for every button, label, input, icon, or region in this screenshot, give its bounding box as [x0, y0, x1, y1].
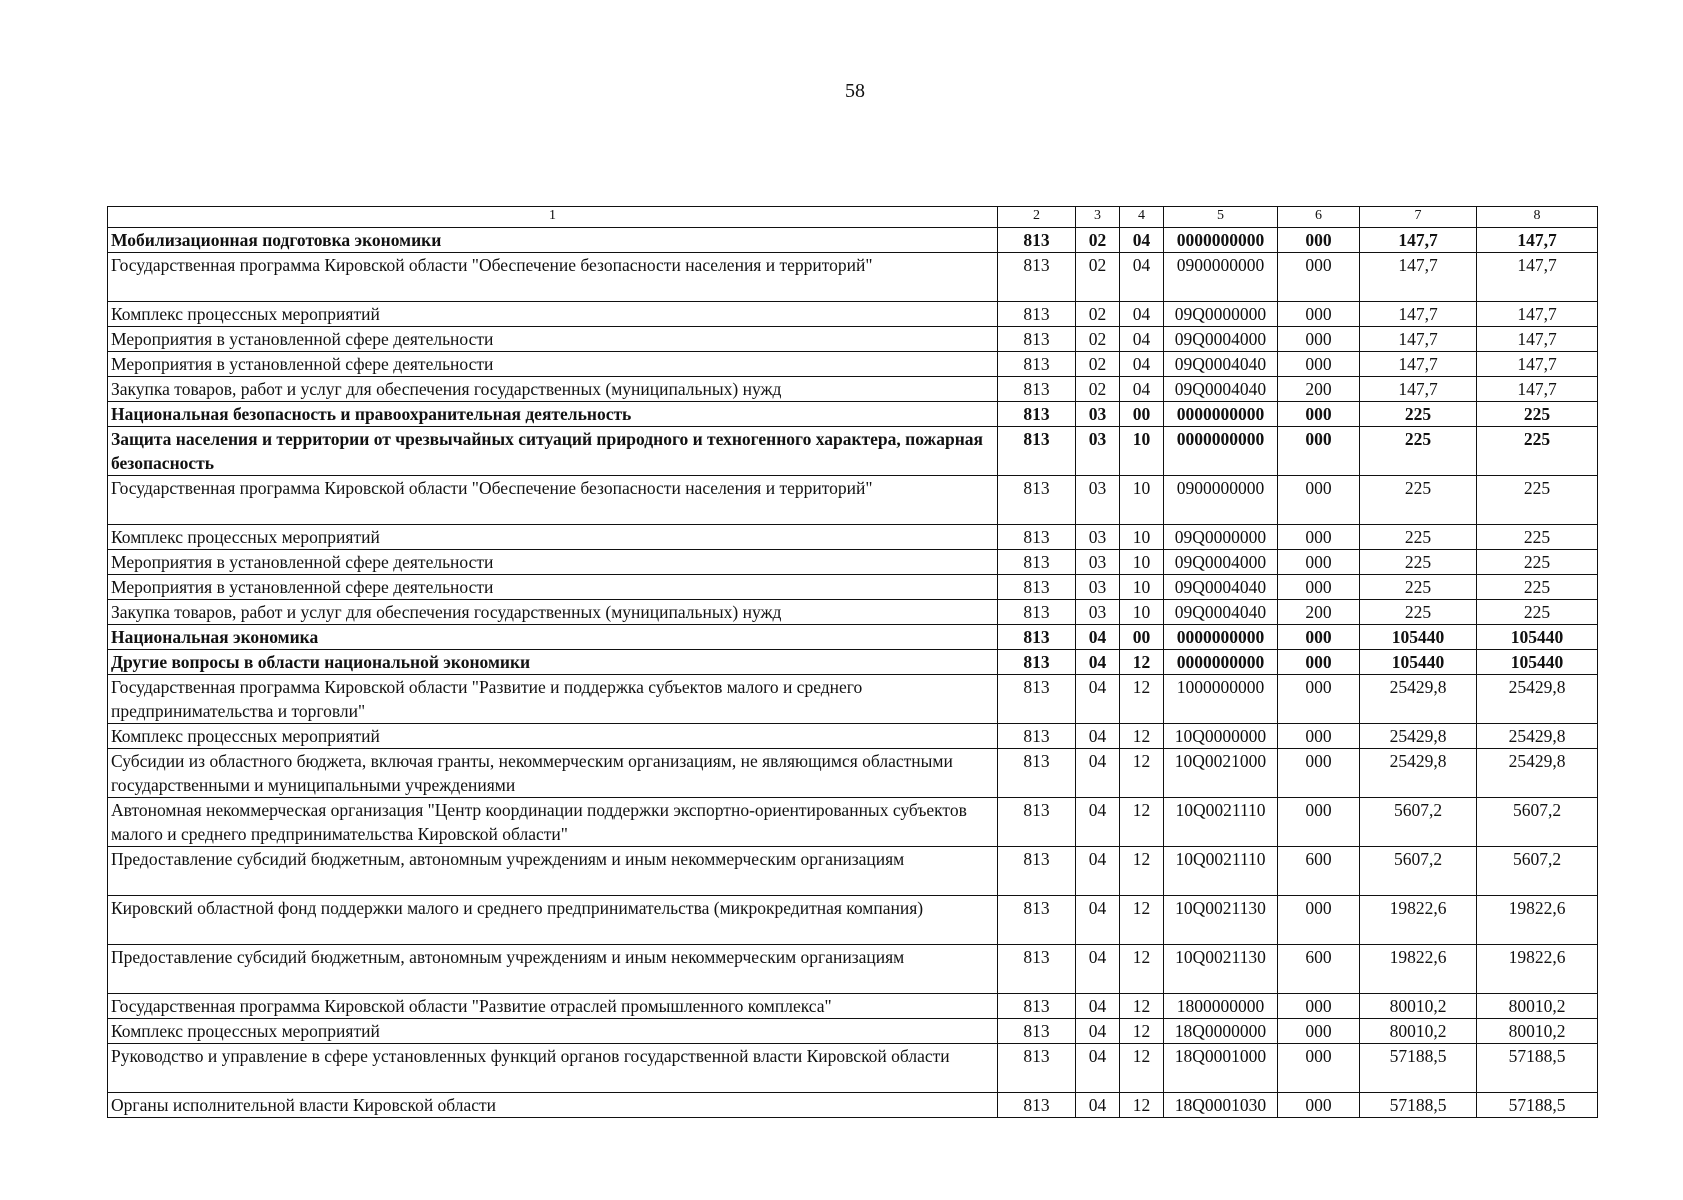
row-expense-type-cell: 600 — [1278, 847, 1360, 896]
row-admin-code-cell: 813 — [998, 253, 1076, 302]
row-section-cell: 02 — [1076, 352, 1120, 377]
table-row — [108, 847, 1598, 896]
row-name-cell: Мероприятия в установленной сфере деятельности — [108, 550, 998, 575]
row-expense-type-cell: 000 — [1278, 994, 1360, 1019]
row-target-article-cell: 18Q0000000 — [1164, 1019, 1278, 1044]
row-section-cell: 03 — [1076, 402, 1120, 427]
row-expense-type-cell: 000 — [1278, 228, 1360, 253]
row-target-article-cell: 1800000000 — [1164, 994, 1278, 1019]
row-section-cell: 04 — [1076, 650, 1120, 675]
header-cell: 5 — [1164, 207, 1278, 228]
table-row — [108, 724, 1598, 749]
row-section-cell: 03 — [1076, 525, 1120, 550]
row-amount-cell: 105440 — [1360, 625, 1477, 650]
table-row — [108, 896, 1598, 945]
row-section-cell: 04 — [1076, 798, 1120, 847]
row-admin-code-cell: 813 — [998, 427, 1076, 476]
row-amount-cell: 225 — [1360, 600, 1477, 625]
table-header-row — [108, 207, 1598, 228]
row-amount-cell: 80010,2 — [1360, 1019, 1477, 1044]
row-name-cell: Предоставление субсидий бюджетным, автономным учреждениям и иным некоммерческим организациям — [108, 847, 998, 896]
row-expense-type-cell: 000 — [1278, 427, 1360, 476]
row-amount-cell: 80010,2 — [1477, 994, 1598, 1019]
row-subsection-cell: 12 — [1120, 675, 1164, 724]
row-expense-type-cell: 000 — [1278, 675, 1360, 724]
row-amount-cell: 147,7 — [1477, 228, 1598, 253]
row-expense-type-cell: 000 — [1278, 724, 1360, 749]
row-amount-cell: 147,7 — [1360, 228, 1477, 253]
header-cell: 6 — [1278, 207, 1360, 228]
row-admin-code-cell: 813 — [998, 625, 1076, 650]
table-row — [108, 302, 1598, 327]
row-target-article-cell: 09Q0004000 — [1164, 550, 1278, 575]
row-name-cell: Мероприятия в установленной сфере деятельности — [108, 575, 998, 600]
row-name-cell: Государственная программа Кировской области "Развитие отраслей промышленного комплекса" — [108, 994, 998, 1019]
row-subsection-cell: 04 — [1120, 352, 1164, 377]
row-subsection-cell: 04 — [1120, 302, 1164, 327]
row-admin-code-cell: 813 — [998, 402, 1076, 427]
table-row — [108, 625, 1598, 650]
row-expense-type-cell: 000 — [1278, 1093, 1360, 1118]
row-section-cell: 04 — [1076, 1019, 1120, 1044]
row-subsection-cell: 10 — [1120, 575, 1164, 600]
row-subsection-cell: 10 — [1120, 600, 1164, 625]
table-row — [108, 749, 1598, 798]
row-section-cell: 04 — [1076, 994, 1120, 1019]
row-target-article-cell: 18Q0001030 — [1164, 1093, 1278, 1118]
header-cell: 2 — [998, 207, 1076, 228]
row-amount-cell: 80010,2 — [1477, 1019, 1598, 1044]
row-subsection-cell: 04 — [1120, 228, 1164, 253]
table-row — [108, 476, 1598, 525]
row-admin-code-cell: 813 — [998, 525, 1076, 550]
row-admin-code-cell: 813 — [998, 675, 1076, 724]
row-target-article-cell: 10Q0021110 — [1164, 847, 1278, 896]
table-row — [108, 352, 1598, 377]
row-section-cell: 04 — [1076, 749, 1120, 798]
row-admin-code-cell: 813 — [998, 302, 1076, 327]
row-section-cell: 04 — [1076, 1044, 1120, 1093]
row-name-cell: Мобилизационная подготовка экономики — [108, 228, 998, 253]
row-amount-cell: 225 — [1477, 402, 1598, 427]
row-admin-code-cell: 813 — [998, 352, 1076, 377]
row-target-article-cell: 0900000000 — [1164, 253, 1278, 302]
table-row — [108, 650, 1598, 675]
row-amount-cell: 147,7 — [1360, 352, 1477, 377]
table-row — [108, 1093, 1598, 1118]
row-expense-type-cell: 200 — [1278, 377, 1360, 402]
row-admin-code-cell: 813 — [998, 798, 1076, 847]
row-amount-cell: 147,7 — [1360, 253, 1477, 302]
row-admin-code-cell: 813 — [998, 1019, 1076, 1044]
row-subsection-cell: 12 — [1120, 994, 1164, 1019]
row-subsection-cell: 10 — [1120, 525, 1164, 550]
row-amount-cell: 25429,8 — [1477, 749, 1598, 798]
row-admin-code-cell: 813 — [998, 327, 1076, 352]
row-target-article-cell: 10Q0000000 — [1164, 724, 1278, 749]
row-target-article-cell: 10Q0021130 — [1164, 896, 1278, 945]
row-admin-code-cell: 813 — [998, 724, 1076, 749]
row-amount-cell: 25429,8 — [1360, 675, 1477, 724]
row-amount-cell: 105440 — [1360, 650, 1477, 675]
table-row — [108, 402, 1598, 427]
row-admin-code-cell: 813 — [998, 228, 1076, 253]
row-amount-cell: 5607,2 — [1477, 798, 1598, 847]
row-subsection-cell: 10 — [1120, 476, 1164, 525]
row-amount-cell: 57188,5 — [1477, 1093, 1598, 1118]
row-target-article-cell: 10Q0021000 — [1164, 749, 1278, 798]
row-expense-type-cell: 000 — [1278, 550, 1360, 575]
row-amount-cell: 19822,6 — [1360, 945, 1477, 994]
row-section-cell: 03 — [1076, 427, 1120, 476]
row-section-cell: 02 — [1076, 228, 1120, 253]
row-amount-cell: 57188,5 — [1360, 1093, 1477, 1118]
row-amount-cell: 225 — [1477, 575, 1598, 600]
row-name-cell: Другие вопросы в области национальной экономики — [108, 650, 998, 675]
table-row — [108, 377, 1598, 402]
row-target-article-cell: 1000000000 — [1164, 675, 1278, 724]
row-subsection-cell: 04 — [1120, 377, 1164, 402]
row-expense-type-cell: 000 — [1278, 1044, 1360, 1093]
row-amount-cell: 25429,8 — [1360, 724, 1477, 749]
table-row — [108, 600, 1598, 625]
row-section-cell: 03 — [1076, 476, 1120, 525]
row-amount-cell: 225 — [1360, 550, 1477, 575]
row-section-cell: 04 — [1076, 1093, 1120, 1118]
row-subsection-cell: 12 — [1120, 724, 1164, 749]
row-amount-cell: 19822,6 — [1360, 896, 1477, 945]
row-amount-cell: 225 — [1360, 575, 1477, 600]
row-target-article-cell: 0000000000 — [1164, 402, 1278, 427]
row-expense-type-cell: 000 — [1278, 650, 1360, 675]
header-cell: 3 — [1076, 207, 1120, 228]
row-amount-cell: 25429,8 — [1477, 724, 1598, 749]
row-amount-cell: 5607,2 — [1360, 798, 1477, 847]
row-section-cell: 04 — [1076, 625, 1120, 650]
row-expense-type-cell: 000 — [1278, 749, 1360, 798]
row-amount-cell: 105440 — [1477, 650, 1598, 675]
row-name-cell: Защита населения и территории от чрезвычайных ситуаций природного и техногенного характера, пожарная безопасность — [108, 427, 998, 476]
row-section-cell: 03 — [1076, 550, 1120, 575]
row-amount-cell: 19822,6 — [1477, 945, 1598, 994]
row-admin-code-cell: 813 — [998, 650, 1076, 675]
table-body — [108, 207, 1598, 1118]
row-expense-type-cell: 000 — [1278, 327, 1360, 352]
row-admin-code-cell: 813 — [998, 476, 1076, 525]
row-expense-type-cell: 000 — [1278, 402, 1360, 427]
row-admin-code-cell: 813 — [998, 550, 1076, 575]
row-expense-type-cell: 000 — [1278, 352, 1360, 377]
row-subsection-cell: 12 — [1120, 798, 1164, 847]
row-amount-cell: 225 — [1477, 525, 1598, 550]
budget-table — [107, 206, 1598, 1118]
row-name-cell: Национальная экономика — [108, 625, 998, 650]
row-section-cell: 04 — [1076, 724, 1120, 749]
row-target-article-cell: 09Q0000000 — [1164, 525, 1278, 550]
header-cell: 8 — [1477, 207, 1598, 228]
row-target-article-cell: 10Q0021110 — [1164, 798, 1278, 847]
row-expense-type-cell: 000 — [1278, 625, 1360, 650]
row-name-cell: Государственная программа Кировской области "Развитие и поддержка субъектов малого и среднего предпринимательства и торговли" — [108, 675, 998, 724]
row-subsection-cell: 04 — [1120, 253, 1164, 302]
row-name-cell: Автономная некоммерческая организация "Центр координации поддержки экспортно-ориентированных субъектов малого и среднего предпринимательства Кировской области" — [108, 798, 998, 847]
row-amount-cell: 19822,6 — [1477, 896, 1598, 945]
row-amount-cell: 225 — [1360, 402, 1477, 427]
header-cell: 7 — [1360, 207, 1477, 228]
row-subsection-cell: 10 — [1120, 550, 1164, 575]
row-amount-cell: 225 — [1477, 476, 1598, 525]
row-amount-cell: 80010,2 — [1360, 994, 1477, 1019]
row-expense-type-cell: 600 — [1278, 945, 1360, 994]
row-amount-cell: 147,7 — [1360, 377, 1477, 402]
row-admin-code-cell: 813 — [998, 994, 1076, 1019]
row-amount-cell: 105440 — [1477, 625, 1598, 650]
row-name-cell: Комплекс процессных мероприятий — [108, 525, 998, 550]
row-target-article-cell: 0000000000 — [1164, 228, 1278, 253]
row-name-cell: Государственная программа Кировской области "Обеспечение безопасности населения и территорий" — [108, 253, 998, 302]
row-subsection-cell: 12 — [1120, 1044, 1164, 1093]
row-amount-cell: 147,7 — [1477, 302, 1598, 327]
row-amount-cell: 225 — [1477, 427, 1598, 476]
row-section-cell: 02 — [1076, 302, 1120, 327]
row-subsection-cell: 12 — [1120, 896, 1164, 945]
row-amount-cell: 57188,5 — [1360, 1044, 1477, 1093]
row-expense-type-cell: 000 — [1278, 476, 1360, 525]
row-target-article-cell: 0900000000 — [1164, 476, 1278, 525]
row-target-article-cell: 09Q0004040 — [1164, 377, 1278, 402]
row-amount-cell: 225 — [1360, 427, 1477, 476]
row-section-cell: 02 — [1076, 253, 1120, 302]
row-section-cell: 03 — [1076, 575, 1120, 600]
row-admin-code-cell: 813 — [998, 1093, 1076, 1118]
row-admin-code-cell: 813 — [998, 749, 1076, 798]
table-row — [108, 575, 1598, 600]
row-target-article-cell: 10Q0021130 — [1164, 945, 1278, 994]
row-section-cell: 04 — [1076, 945, 1120, 994]
row-amount-cell: 225 — [1360, 525, 1477, 550]
row-amount-cell: 147,7 — [1360, 327, 1477, 352]
row-amount-cell: 147,7 — [1477, 253, 1598, 302]
row-amount-cell: 225 — [1477, 600, 1598, 625]
table-row — [108, 327, 1598, 352]
row-name-cell: Комплекс процессных мероприятий — [108, 1019, 998, 1044]
row-target-article-cell: 09Q0004000 — [1164, 327, 1278, 352]
row-target-article-cell: 09Q0004040 — [1164, 352, 1278, 377]
row-expense-type-cell: 000 — [1278, 253, 1360, 302]
row-subsection-cell: 04 — [1120, 327, 1164, 352]
row-admin-code-cell: 813 — [998, 1044, 1076, 1093]
row-name-cell: Национальная безопасность и правоохранительная деятельность — [108, 402, 998, 427]
row-target-article-cell: 09Q0000000 — [1164, 302, 1278, 327]
row-name-cell: Мероприятия в установленной сфере деятельности — [108, 327, 998, 352]
row-subsection-cell: 00 — [1120, 402, 1164, 427]
row-target-article-cell: 09Q0004040 — [1164, 600, 1278, 625]
row-section-cell: 03 — [1076, 600, 1120, 625]
row-amount-cell: 147,7 — [1477, 327, 1598, 352]
row-section-cell: 04 — [1076, 675, 1120, 724]
row-expense-type-cell: 000 — [1278, 1019, 1360, 1044]
row-admin-code-cell: 813 — [998, 575, 1076, 600]
row-admin-code-cell: 813 — [998, 600, 1076, 625]
row-admin-code-cell: 813 — [998, 896, 1076, 945]
row-amount-cell: 147,7 — [1477, 352, 1598, 377]
row-expense-type-cell: 000 — [1278, 525, 1360, 550]
header-cell: 1 — [108, 207, 998, 228]
table-row — [108, 945, 1598, 994]
table-row — [108, 253, 1598, 302]
row-subsection-cell: 10 — [1120, 427, 1164, 476]
row-amount-cell: 25429,8 — [1360, 749, 1477, 798]
row-section-cell: 02 — [1076, 327, 1120, 352]
table-row — [108, 427, 1598, 476]
row-expense-type-cell: 200 — [1278, 600, 1360, 625]
table-row — [108, 675, 1598, 724]
row-name-cell: Предоставление субсидий бюджетным, автономным учреждениям и иным некоммерческим организациям — [108, 945, 998, 994]
table-row — [108, 228, 1598, 253]
row-amount-cell: 225 — [1477, 550, 1598, 575]
row-target-article-cell: 0000000000 — [1164, 625, 1278, 650]
row-subsection-cell: 12 — [1120, 749, 1164, 798]
table-row — [108, 798, 1598, 847]
row-subsection-cell: 00 — [1120, 625, 1164, 650]
page-number: 58 — [845, 80, 865, 102]
row-amount-cell: 147,7 — [1477, 377, 1598, 402]
row-amount-cell: 25429,8 — [1477, 675, 1598, 724]
row-subsection-cell: 12 — [1120, 1019, 1164, 1044]
row-section-cell: 04 — [1076, 896, 1120, 945]
row-subsection-cell: 12 — [1120, 1093, 1164, 1118]
row-name-cell: Закупка товаров, работ и услуг для обеспечения государственных (муниципальных) нужд — [108, 377, 998, 402]
row-section-cell: 04 — [1076, 847, 1120, 896]
row-name-cell: Мероприятия в установленной сфере деятельности — [108, 352, 998, 377]
row-name-cell: Руководство и управление в сфере установленных функций органов государственной власти Кировской области — [108, 1044, 998, 1093]
row-subsection-cell: 12 — [1120, 847, 1164, 896]
row-amount-cell: 225 — [1360, 476, 1477, 525]
table-row — [108, 994, 1598, 1019]
table-row — [108, 525, 1598, 550]
row-section-cell: 02 — [1076, 377, 1120, 402]
row-target-article-cell: 0000000000 — [1164, 650, 1278, 675]
row-admin-code-cell: 813 — [998, 945, 1076, 994]
row-amount-cell: 57188,5 — [1477, 1044, 1598, 1093]
row-target-article-cell: 09Q0004040 — [1164, 575, 1278, 600]
row-name-cell: Комплекс процессных мероприятий — [108, 724, 998, 749]
row-name-cell: Комплекс процессных мероприятий — [108, 302, 998, 327]
row-name-cell: Государственная программа Кировской области "Обеспечение безопасности населения и территорий" — [108, 476, 998, 525]
table-row — [108, 1019, 1598, 1044]
row-subsection-cell: 12 — [1120, 945, 1164, 994]
row-admin-code-cell: 813 — [998, 377, 1076, 402]
row-name-cell: Субсидии из областного бюджета, включая гранты, некоммерческим организациям, не являющимся областными государственными и муниципальными учреждениями — [108, 749, 998, 798]
row-expense-type-cell: 000 — [1278, 575, 1360, 600]
row-admin-code-cell: 813 — [998, 847, 1076, 896]
table-row — [108, 550, 1598, 575]
row-subsection-cell: 12 — [1120, 650, 1164, 675]
row-name-cell: Кировский областной фонд поддержки малого и среднего предпринимательства (микрокредитная компания) — [108, 896, 998, 945]
row-amount-cell: 147,7 — [1360, 302, 1477, 327]
row-expense-type-cell: 000 — [1278, 798, 1360, 847]
row-expense-type-cell: 000 — [1278, 302, 1360, 327]
row-target-article-cell: 18Q0001000 — [1164, 1044, 1278, 1093]
row-target-article-cell: 0000000000 — [1164, 427, 1278, 476]
header-cell: 4 — [1120, 207, 1164, 228]
row-amount-cell: 5607,2 — [1360, 847, 1477, 896]
row-name-cell: Закупка товаров, работ и услуг для обеспечения государственных (муниципальных) нужд — [108, 600, 998, 625]
row-expense-type-cell: 000 — [1278, 896, 1360, 945]
table-row — [108, 1044, 1598, 1093]
row-amount-cell: 5607,2 — [1477, 847, 1598, 896]
row-name-cell: Органы исполнительной власти Кировской области — [108, 1093, 998, 1118]
